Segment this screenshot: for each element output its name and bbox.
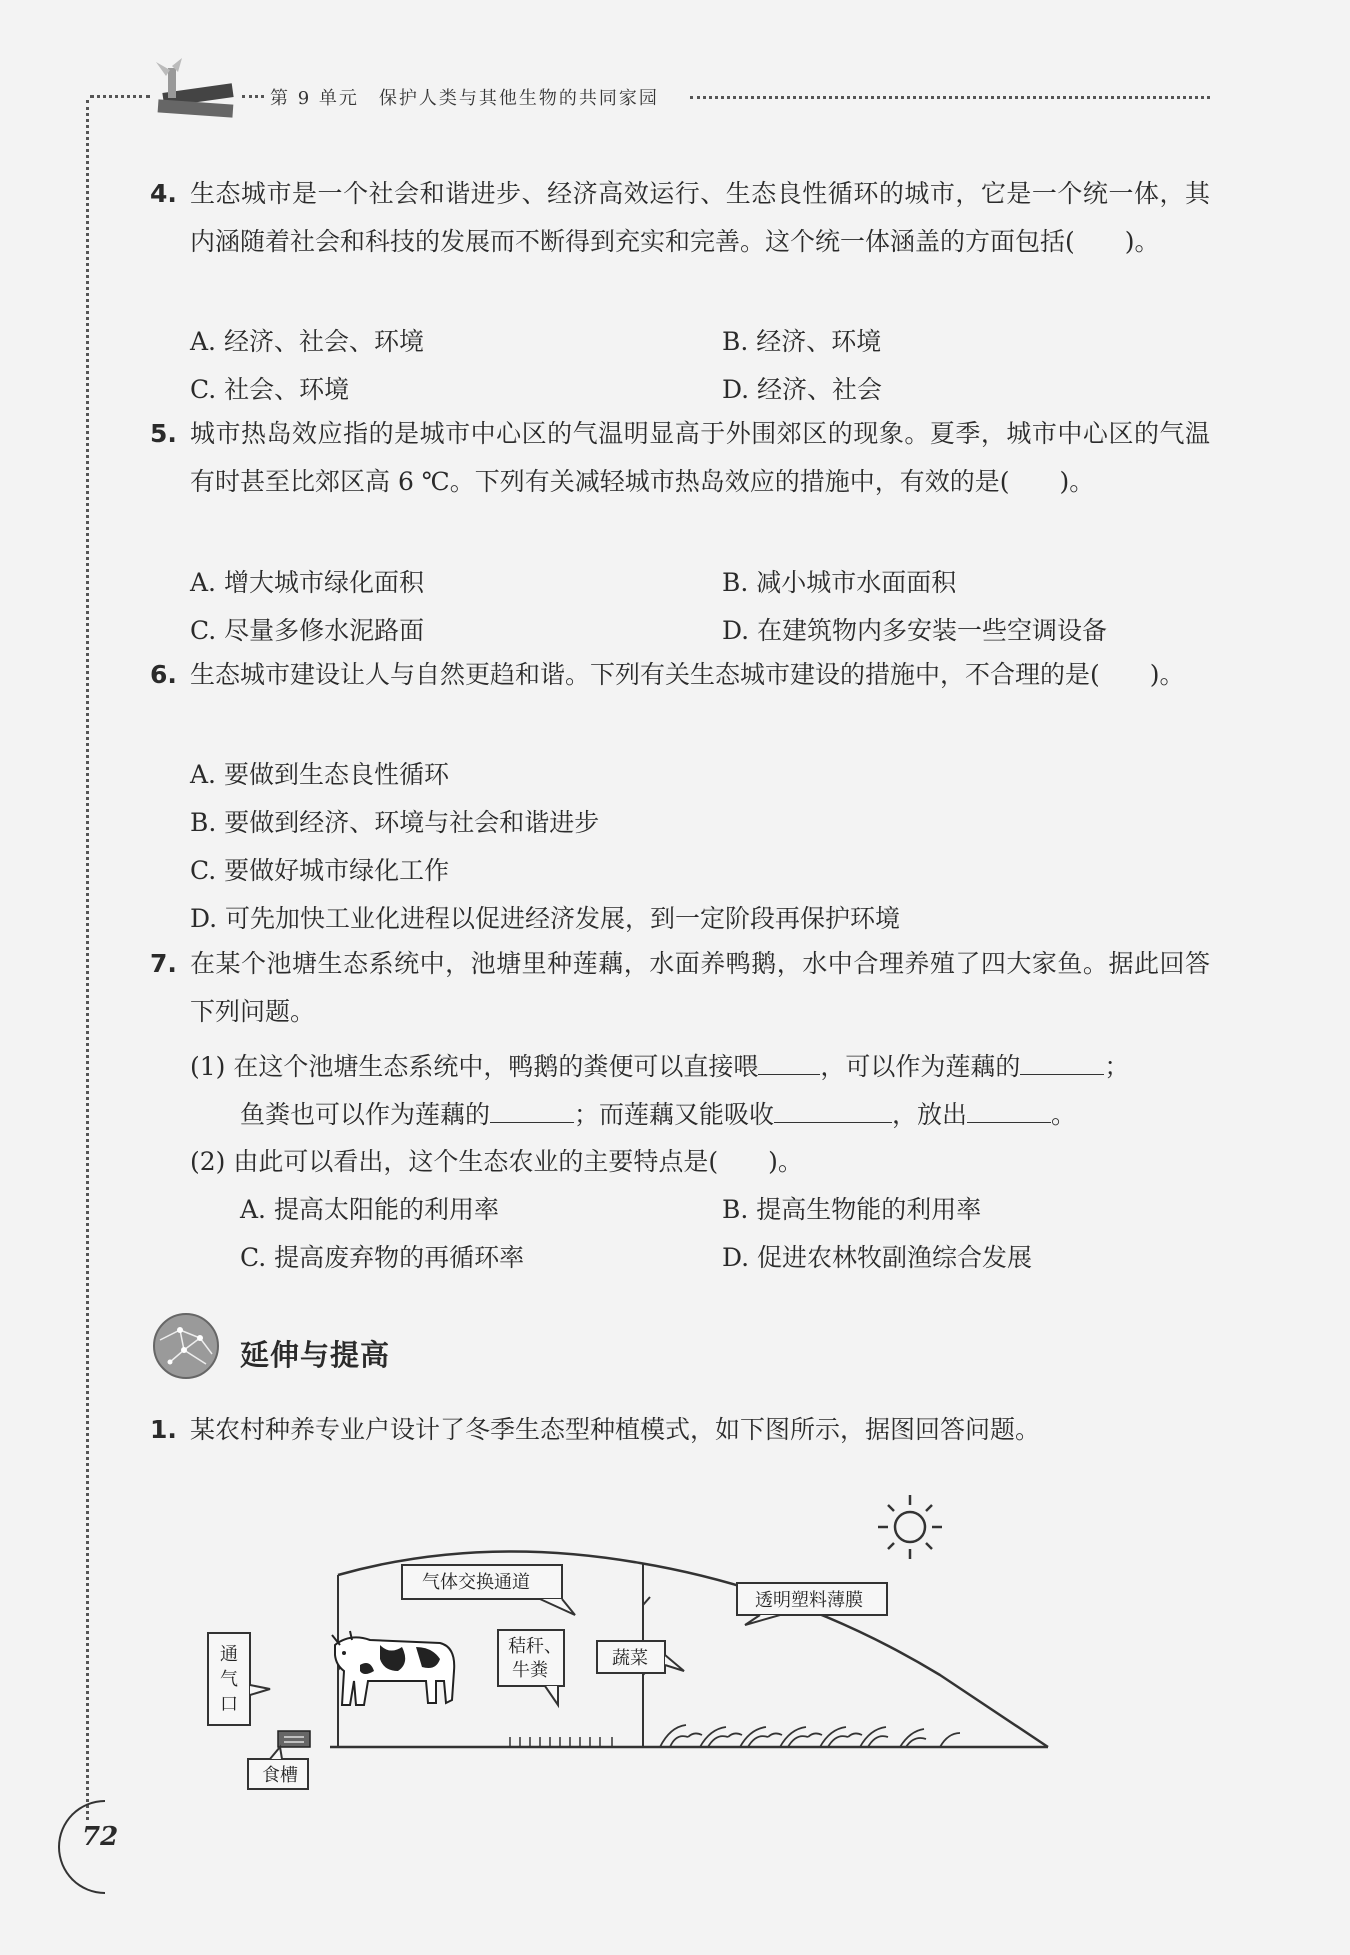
question-5 <box>150 410 1210 506</box>
globe-network-icon <box>150 1310 222 1382</box>
straw-pile <box>510 1737 612 1747</box>
option-a[interactable]: A. 经济、社会、环境 <box>190 327 424 356</box>
question-7 <box>150 940 1210 1036</box>
sun-icon <box>878 1495 942 1559</box>
question-number: 6. <box>150 660 177 689</box>
straw-text-2: 牛粪 <box>512 1660 548 1681</box>
section-title: 延伸与提高 <box>240 1338 391 1372</box>
vent-text-1: 通 <box>220 1644 238 1665</box>
feeding-trough <box>278 1731 310 1747</box>
vegetable-label <box>597 1641 684 1673</box>
sub-question-label: (1) <box>190 1052 226 1081</box>
trough-label <box>248 1747 308 1789</box>
extension-question-1 <box>150 1406 1210 1454</box>
sub-question-1-line-1 <box>190 1046 1129 1083</box>
option-a[interactable]: A. 要做到生态良性循环 <box>190 760 449 789</box>
margin-dotted-line <box>86 100 89 1820</box>
vegetables <box>660 1725 960 1747</box>
header-dotted-line-left <box>90 95 150 98</box>
straw-text-1: 秸秆、 <box>508 1636 562 1657</box>
question-stem: 城市热岛效应指的是城市中心区的气温明显高于外围郊区的现象。夏季，城市中心区的气温有时甚至比郊区高 6 ℃。下列有关减轻城市热岛效应的措施中，有效的是( )。 <box>190 419 1210 496</box>
sub-question-text: 由此可以看出，这个生态农业的主要特点是( )。 <box>233 1147 803 1176</box>
question-number: 5. <box>150 419 177 448</box>
option-a[interactable]: A. 提高太阳能的利用率 <box>240 1195 499 1224</box>
option-c[interactable]: C. 要做好城市绿化工作 <box>190 856 450 885</box>
sub-question-text: ； <box>1104 1052 1130 1081</box>
option-a[interactable]: A. 增大城市绿化面积 <box>190 568 424 597</box>
sub-question-label: (2) <box>190 1147 226 1176</box>
unit-title: 第 9 单元 保护人类与其他生物的共同家园 <box>270 88 659 109</box>
header-dotted-lead <box>242 95 264 98</box>
answer-blank[interactable] <box>967 1094 1051 1123</box>
straw-manure-label <box>498 1630 564 1705</box>
trough-text: 食槽 <box>262 1765 298 1786</box>
question-6 <box>150 651 1210 699</box>
gas-channel-text: 气体交换通道 <box>422 1572 530 1593</box>
sub-question-text: ，放出 <box>892 1100 968 1129</box>
sub-question-2 <box>190 1142 803 1178</box>
option-b[interactable]: B. 提高生物能的利用率 <box>722 1195 982 1224</box>
sub-question-text: 鱼粪也可以作为莲藕的 <box>240 1100 491 1129</box>
question-number: 1. <box>150 1415 177 1444</box>
question-stem: 在某个池塘生态系统中，池塘里种莲藕，水面养鸭鹅，水中合理养殖了四大家鱼。据此回答下列问题。 <box>190 949 1210 1026</box>
option-d[interactable]: D. 经济、社会 <box>722 375 883 404</box>
option-b[interactable]: B. 经济、环境 <box>722 327 882 356</box>
option-d[interactable]: D. 在建筑物内多安装一些空调设备 <box>722 616 1108 645</box>
header-dotted-line-right <box>690 96 1210 99</box>
vent-text-3: 口 <box>220 1694 238 1715</box>
option-d[interactable]: D. 促进农林牧副渔综合发展 <box>722 1243 1033 1272</box>
sub-question-text: ；而莲藕又能吸收 <box>574 1100 775 1129</box>
sub-question-text: ，可以作为莲藕的 <box>820 1052 1021 1081</box>
books-icon <box>148 58 243 128</box>
vegetable-text: 蔬菜 <box>612 1648 648 1669</box>
answer-blank[interactable] <box>490 1094 574 1123</box>
option-c[interactable]: C. 尽量多修水泥路面 <box>190 616 425 645</box>
answer-blank[interactable] <box>774 1094 892 1123</box>
gas-exchange-label <box>402 1565 575 1615</box>
question-number: 4. <box>150 179 177 208</box>
sub-question-1-line-2 <box>240 1094 1076 1131</box>
answer-blank[interactable] <box>758 1046 820 1075</box>
question-stem: 生态城市建设让人与自然更趋和谐。下列有关生态城市建设的措施中，不合理的是( )。 <box>190 660 1185 689</box>
sub-question-text: 。 <box>1051 1100 1077 1129</box>
vent-text-2: 气 <box>220 1669 238 1690</box>
cow-icon <box>332 1631 454 1705</box>
option-c[interactable]: C. 社会、环境 <box>190 375 350 404</box>
greenhouse-diagram <box>220 1475 1100 1805</box>
film-text: 透明塑料薄膜 <box>755 1590 863 1611</box>
question-number: 7. <box>150 949 177 978</box>
option-b[interactable]: B. 减小城市水面面积 <box>722 568 957 597</box>
question-stem: 生态城市是一个社会和谐进步、经济高效运行、生态良性循环的城市，它是一个统一体，其内涵随着社会和科技的发展而不断得到充实和完善。这个统一体涵盖的方面包括( )。 <box>190 179 1210 256</box>
option-d[interactable]: D. 可先加快工业化进程以促进经济发展，到一定阶段再保护环境 <box>190 904 901 933</box>
film-label <box>737 1583 887 1625</box>
option-b[interactable]: B. 要做到经济、环境与社会和谐进步 <box>190 808 600 837</box>
page-number: 72 <box>82 1822 119 1852</box>
answer-blank[interactable] <box>1020 1046 1104 1075</box>
sub-question-text: 在这个池塘生态系统中，鸭鹅的粪便可以直接喂 <box>233 1052 759 1081</box>
question-stem: 某农村种养专业户设计了冬季生态型种植模式，如下图所示，据图回答问题。 <box>190 1415 1041 1444</box>
question-4 <box>150 170 1210 266</box>
vent-label <box>208 1633 270 1725</box>
option-c[interactable]: C. 提高废弃物的再循环率 <box>240 1243 525 1272</box>
